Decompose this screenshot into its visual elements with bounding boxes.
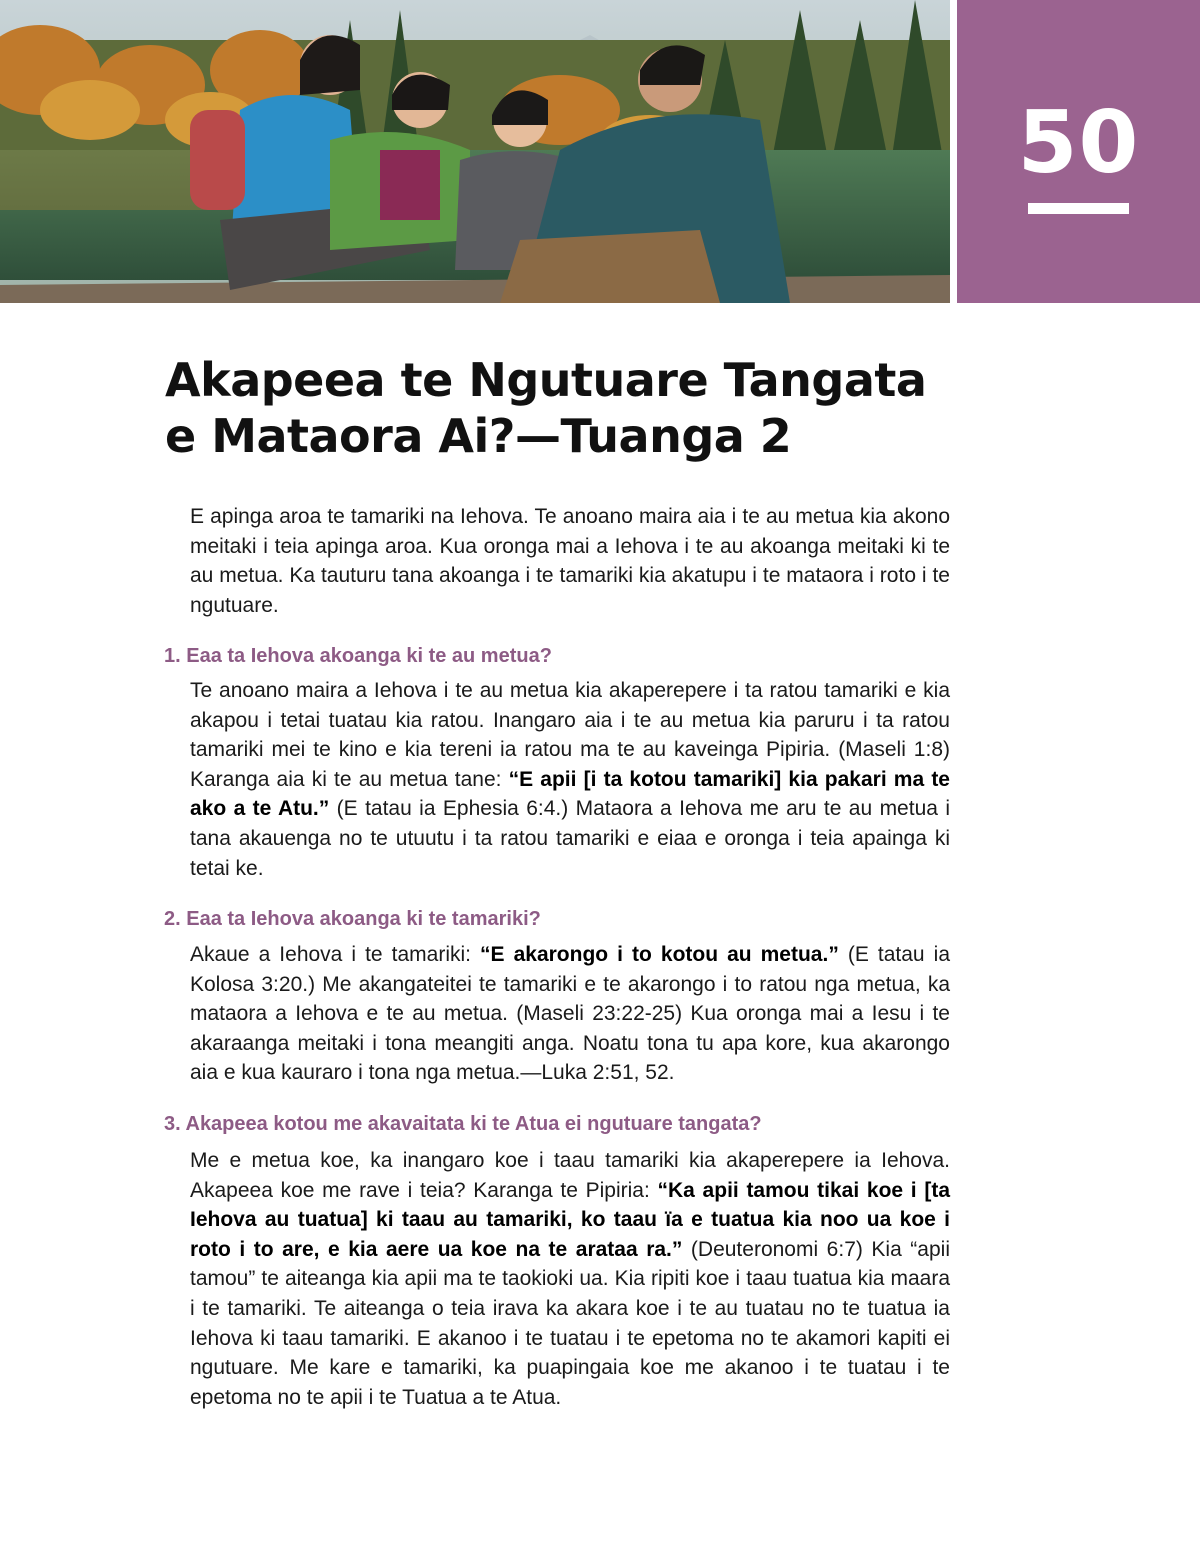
section-2-question: 2. Eaa ta Iehova akoanga ki te tamariki? (164, 908, 541, 930)
lesson-number-box (957, 0, 1200, 303)
lesson-number-underline (1028, 203, 1129, 214)
section-2-text-after: (E tatau ia Kolosa 3:20.) Me akangateitei te tamariki e te akarongo i to ratou nga metua, ka mataora a Iehova e te au metua. (Maseli 23:22-25) Kua oronga mai a Iesu i te akaraanga meitaki i tona meangiti anga. Noatu tona tu apa kore, kua akarongo aia e kua kauraro i tona nga metua.—Luka 2:51, 52. (190, 943, 950, 1085)
section-1-scripture-quote: “E apii [i ta kotou tamariki] kia pakari ma te ako a te Atu.” (190, 767, 950, 821)
section-3-scripture-quote: “Ka apii tamou tikai koe i [ta Iehova au tuatua] ki taau au tamariki, ko taau ïa e tuatua kia noo ua koe i roto i to are, e kia aere ua koe na te arataa ra.” (190, 1178, 950, 1261)
section-1-text-after: (E tatau ia Ephesia 6:4.) Mataora a Iehova me aru te au metua i tana akauenga no te utuutu i ta ratou tamariki e eiaa e oronga i teia apainga ki tetai ke. (190, 797, 950, 880)
lesson-number: 50 (1017, 93, 1140, 193)
section-2-text-before: Akaue a Iehova i te tamariki: (190, 943, 481, 966)
section-1-paragraph (190, 676, 950, 883)
section-3-question: 3. Akapeea kotou me akavaitata ki te Atua ei ngutuare tangata? (164, 1113, 762, 1135)
page-title (165, 352, 965, 464)
section-1-question: 1. Eaa ta Iehova akoanga ki te au metua? (164, 645, 552, 667)
section-1-text-before: Te anoano maira a Iehova i te au metua kia akaperepere i ta ratou tamariki e kia akapou i tetai tuatau kia ratou. Inangaro aia i te au metua kia paruru i ta ratou tamariki mei te kino e kia tereni ia ratou ma te au kaveinga Pipiria. (Maseli 1:8) Karanga aia ki te au metua tane: (190, 679, 950, 791)
intro-paragraph: E apinga aroa te tamariki na Iehova. Te anoano maira aia i te au metua kia akono meitaki i teia apinga aroa. Kua oronga mai a Iehova i te au akoanga meitaki ki te au metua. Ka tauturu tana akoanga i te tamariki kia akatupu i te mataora i roto i te ngutuare. (190, 505, 950, 617)
section-3-paragraph (190, 1146, 950, 1412)
section-2-scripture-quote: “E akarongo i to kotou au metua.” (480, 943, 839, 966)
section-3-text-after: (Deuteronomi 6:7) Kia “apii tamou” te aiteanga kia apii ma te taokioki ua. Kia ripiti koe i taau tuatua kia maara i te tamariki. Te aiteanga o teia irava ka akara koe i te au tuatau no te tuatua ia Iehova ki taau tamariki. E akanoo i te tuatau i te epetoma no te akamori kapiti ei ngutuare. Me kare e tamariki, ka puapingaia koe me akanoo i te tuatau i te epetoma no te apii i te Tuatua a te Atua. (190, 1237, 950, 1409)
title-line-2: e Mataora Ai?—Tuanga 2 (165, 409, 792, 463)
family-on-lake-dock-photo (0, 0, 950, 303)
section-2-paragraph (190, 940, 950, 1088)
section-3-text-before: Me e metua koe, ka inangaro koe i taau tamariki kia akaperepere ia Iehova. Akapeea koe me rave i teia? Karanga te Pipiria: (190, 1149, 950, 1202)
title-line-1: Akapeea te Ngutuare Tangata (165, 353, 927, 407)
header-photo (0, 0, 950, 303)
